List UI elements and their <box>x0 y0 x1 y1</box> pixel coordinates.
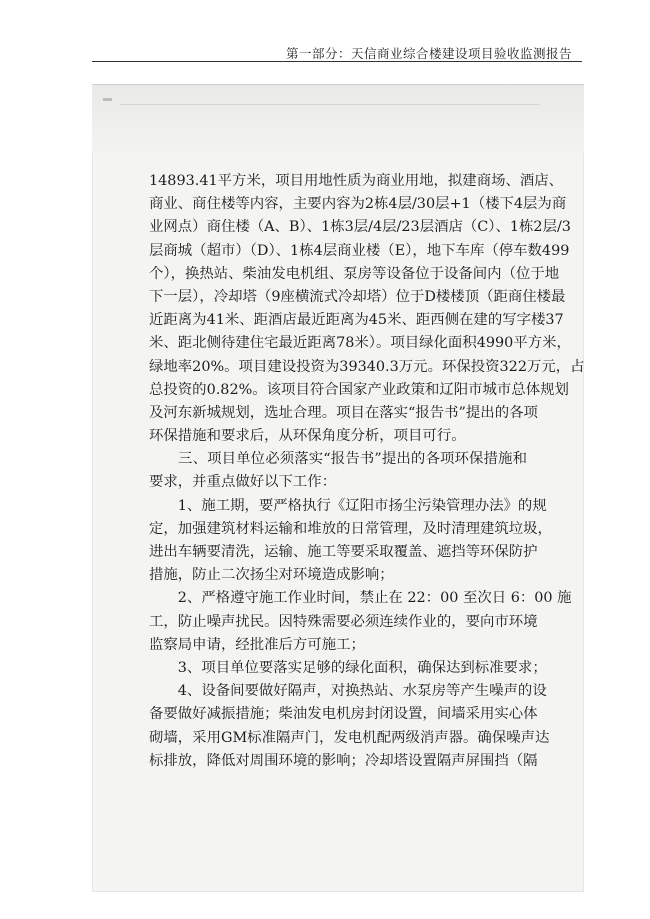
text-line: 进出车辆要清洗，运输、施工等要采取覆盖、遮挡等环保防护 <box>149 544 538 560</box>
text-line: 米、距北侧待建住宅最近距离78米）。项目绿化面积4990平方米， <box>149 335 571 352</box>
scan-artifact-line <box>120 104 540 105</box>
text-line: 措施，防止二次扬尘对环境造成影响； <box>149 567 394 584</box>
text-line: 近距离为41米、距酒店最近距离为45米、距西侧在建的写字楼37 <box>149 312 564 329</box>
text-line: 监察局申请，经批准后方可施工； <box>149 636 365 653</box>
text-line: 个），换热站、柴油发电机组、泵房等设备位于设备间内（位于地 <box>149 265 560 282</box>
text-line: 下一层），冷却塔（9座横流式冷却塔）位于D楼楼顶（距商住楼最 <box>149 288 566 305</box>
text-line: 层商城（超市）（D）、1栋4层商业楼（E），地下车库（停车数499 <box>149 242 570 259</box>
text-line: 及河东新城规划，选址合理。项目在落实“报告书”提出的各项 <box>149 404 538 421</box>
scan-top-band <box>92 84 584 153</box>
scan-artifact-mark <box>103 98 112 101</box>
text-line: 环保措施和要求后，从环保角度分析，项目可行。 <box>149 428 466 445</box>
page-header: 第一部分：天信商业综合楼建设项目验收监测报告 <box>285 46 572 61</box>
text-line: 2、严格遵守施工作业时间，禁止在 22：00 至次日 6：00 施 <box>149 590 572 607</box>
text-line: 3、项目单位要落实足够的绿化面积，确保达到标准要求； <box>149 659 547 676</box>
text-line: 总投资的0.82%。该项目符合国家产业政策和辽阳市城市总体规划 <box>149 381 569 398</box>
text-line: 备要做好减振措施；柴油发电机房封闭设置，间墙采用实心体 <box>149 706 538 723</box>
body-text <box>149 170 585 773</box>
text-line: 三、项目单位必须落实“报告书”提出的各项环保措施和 <box>149 451 527 468</box>
text-line: 14893.41平方米，项目用地性质为商业用地，拟建商场、酒店、 <box>149 173 564 189</box>
text-line: 4、设备间要做好隔声，对换热站、水泵房等产生噪声的设 <box>149 683 547 700</box>
text-line: 绿地率20%。项目建设投资为39340.3万元。环保投资322万元，占 <box>149 358 585 375</box>
text-line: 要求，并重点做好以下工作： <box>149 474 337 491</box>
text-line: 工，防止噪声扰民。因特殊需要必须连续作业的，要向市环境 <box>149 613 538 630</box>
text-line: 业网点）商住楼（A、B）、1栋3层/4层/23层酒店（C）、1栋2层/3 <box>149 219 571 236</box>
text-line: 1、施工期，要严格执行《辽阳市扬尘污染管理办法》的规 <box>149 497 547 514</box>
header-rule <box>92 61 582 62</box>
text-line: 商业、商住楼等内容，主要内容为2栋4层/30层+1（楼下4层为商 <box>149 196 567 213</box>
text-line: 定，加强建筑材料运输和堆放的日常管理，及时清理建筑垃圾， <box>149 520 552 537</box>
text-line: 砌墙，采用GM标准隔声门，发电机配两级消声器。确保噪声达 <box>149 729 550 746</box>
text-line: 标排放，降低对周围环境的影响；冷却塔设置隔声屏围挡（隔 <box>149 752 538 769</box>
